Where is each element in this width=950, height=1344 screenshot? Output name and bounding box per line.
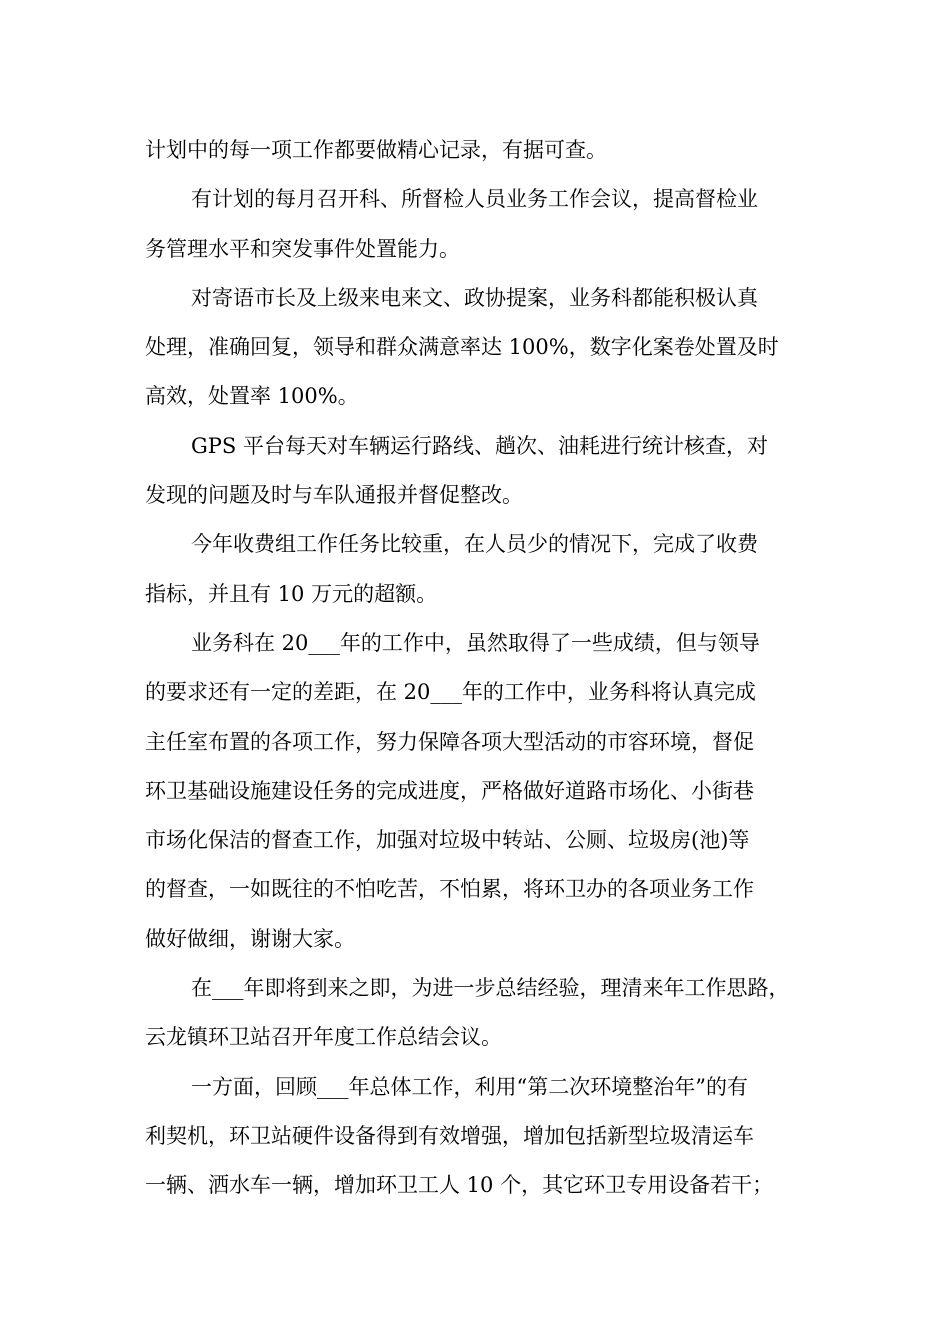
text-line: 做好做细，谢谢大家。 — [145, 926, 355, 951]
text-line: 市场化保洁的督查工作，加强对垃圾中转站、公厕、垃圾房(池)等 — [145, 828, 750, 853]
text-line: 对寄语市长及上级来电来文、政协提案，业务科都能积极认真 — [191, 285, 758, 310]
text-line: 计划中的每一项工作都要做精心记录，有据可查。 — [145, 138, 607, 162]
text-line: 指标，并且有 10 万元的超额。 — [145, 581, 438, 606]
text-line: 环卫基础设施建设任务的完成进度，严格做好道路市场化、小街巷 — [145, 778, 754, 803]
text-line: 的督查，一如既往的不怕吃苦，不怕累，将环卫办的各项业务工作 — [145, 877, 754, 902]
text-line: 务管理水平和突发事件处置能力。 — [145, 236, 460, 261]
text-line: 主任室布置的各项工作，努力保障各项大型活动的市容环境，督促 — [145, 729, 754, 754]
text-line: GPS 平台每天对车辆运行路线、趟次、油耗进行统计核查，对 — [191, 433, 768, 458]
text-line: 利契机，环卫站硬件设备得到有效增强，增加包括新型垃圾清运车 — [145, 1123, 754, 1148]
text-line: 业务科在 20___年的工作中，虽然取得了一些成绩，但与领导 — [191, 630, 760, 655]
text-line: 一方面，回顾___年总体工作，利用“第二次环境整治年”的有 — [191, 1074, 748, 1099]
text-line: 发现的问题及时与车队通报并督促整改。 — [145, 483, 523, 508]
text-line: 处理，准确回复，领导和群众满意率达 100%，数字化案卷处置及时 — [145, 335, 779, 360]
text-line: 有计划的每月召开科、所督检人员业务工作会议，提高督检业 — [191, 187, 758, 212]
text-line: 高效，处置率 100%。 — [145, 384, 359, 409]
text-line: 云龙镇环卫站召开年度工作总结会议。 — [145, 1025, 502, 1050]
text-line: 在___年即将到来之即，为进一步总结经验，理清来年工作思路， — [191, 976, 790, 1001]
text-line: 的要求还有一定的差距，在 20___年的工作中，业务科将认真完成 — [145, 680, 756, 705]
text-line: 今年收费组工作任务比较重，在人员少的情况下，完成了收费 — [191, 532, 758, 557]
document-body — [145, 126, 825, 1211]
text-line: 一辆、洒水车一辆，增加环卫工人 10 个，其它环卫专用设备若干； — [145, 1173, 774, 1198]
